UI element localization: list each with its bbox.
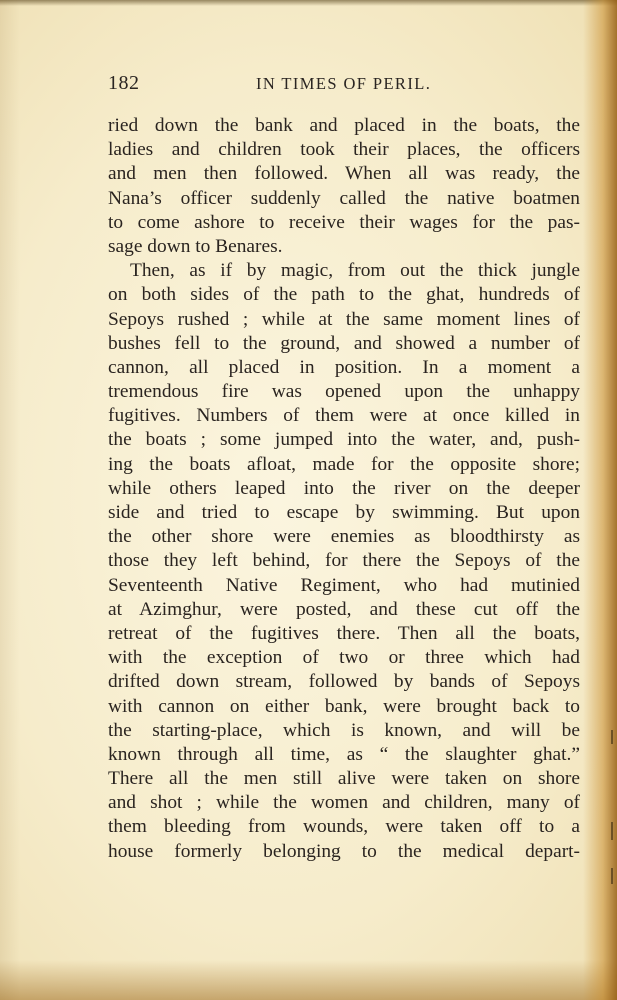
text-line: the starting-place, which is known, and will be bbox=[108, 719, 580, 741]
paragraph-1 bbox=[108, 114, 580, 259]
body-text bbox=[108, 114, 580, 864]
text-line: Sepoys rushed ; while at the same moment lines of bbox=[108, 308, 580, 330]
text-line: tremendous fire was opened upon the unhappy bbox=[108, 381, 580, 403]
page-edge-mark bbox=[611, 730, 613, 744]
page-edge-mark bbox=[611, 822, 613, 840]
text-line: ing the boats afloat, made for the opposite shore; bbox=[108, 453, 580, 475]
text-line: There all the men still alive were taken on shore bbox=[108, 768, 580, 790]
text-line: ladies and children took their places, the officers bbox=[108, 139, 580, 161]
text-line: those they left behind, for there the Sepoys of the bbox=[108, 550, 580, 572]
text-line: side and tried to escape by swimming. But upon bbox=[108, 502, 580, 523]
text-line: bushes fell to the ground, and showed a number of bbox=[108, 332, 580, 354]
text-line: at Azimghur, were posted, and these cut off the bbox=[108, 598, 580, 620]
text-line: house formerly belonging to the medical depart- bbox=[108, 840, 580, 862]
paragraph-2 bbox=[108, 259, 580, 864]
text-line: ried down the bank and placed in the boats, the bbox=[108, 115, 580, 136]
text-line: known through all time, as “ the slaughter ghat.” bbox=[108, 743, 580, 765]
text-line: them bleeding from wounds, were taken off to a bbox=[108, 816, 580, 838]
text-line: cannon, all placed in position. In a moment a bbox=[108, 356, 580, 378]
text-line: retreat of the fugitives there. Then all the boats, bbox=[108, 622, 580, 644]
text-line: the boats ; some jumped into the water, and, push- bbox=[108, 429, 580, 451]
page-edge-mark bbox=[611, 868, 613, 884]
text-line: Nana’s officer suddenly called the native boatmen bbox=[108, 187, 580, 209]
text-line: Seventeenth Native Regiment, who had mutinied bbox=[108, 574, 580, 596]
page-number: 182 bbox=[108, 72, 140, 94]
text-line: drifted down stream, followed by bands of Sepoys bbox=[108, 671, 580, 693]
text-line: Then, as if by magic, from out the thick jungle bbox=[130, 260, 580, 282]
text-line: with cannon on either bank, were brought back to bbox=[108, 695, 580, 717]
running-title: IN TIMES OF PERIL. bbox=[256, 74, 432, 93]
text-line: fugitives. Numbers of them were at once killed in bbox=[108, 405, 580, 427]
text-line: with the exception of two or three which had bbox=[108, 647, 580, 669]
text-line: and men then followed. When all was ready, the bbox=[108, 163, 580, 185]
text-line: and shot ; while the women and children, many of bbox=[108, 792, 580, 814]
text-line: on both sides of the path to the ghat, hundreds of bbox=[108, 284, 580, 306]
text-line: the other shore were enemies as bloodthirsty as bbox=[108, 526, 580, 548]
page-header bbox=[108, 72, 580, 96]
text-line: sage down to Benares. bbox=[108, 235, 283, 257]
text-line: while others leaped into the river on the deeper bbox=[108, 477, 580, 499]
text-line: to come ashore to receive their wages for the pas- bbox=[108, 211, 580, 233]
